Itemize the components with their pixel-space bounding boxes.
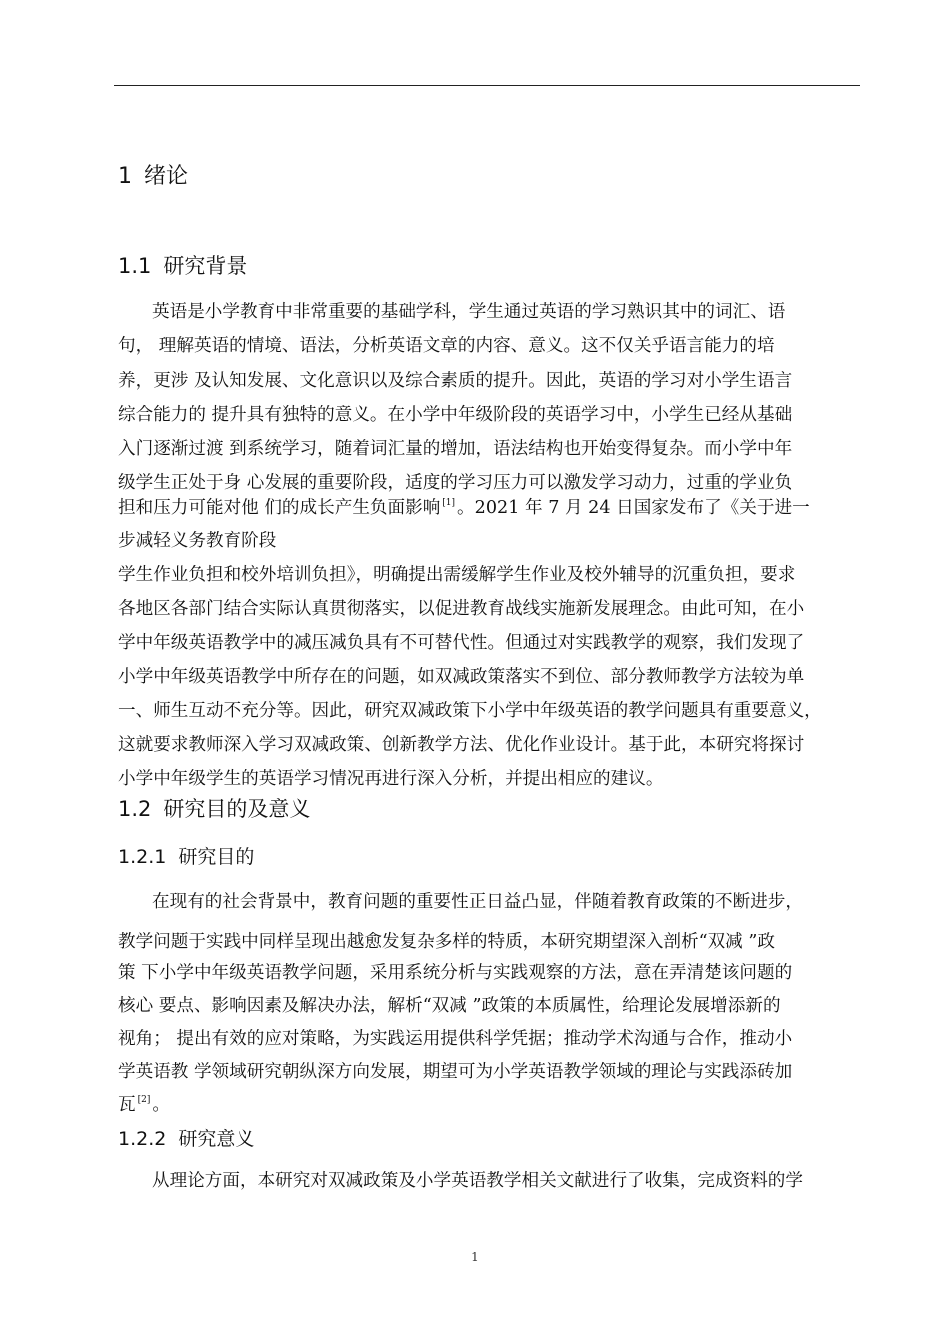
- page-number: 1: [471, 1250, 479, 1264]
- paragraph-line: 各地区各部门结合实际认真贯彻落实，以促进教育战线实施新发展理念。由此可知，在小: [118, 599, 805, 619]
- paragraph-line: 步减轻义务教育阶段: [118, 531, 277, 551]
- paragraph-line: 这就要求教师深入学习双减政策、创新教学方法、优化作业设计。基于此，本研究将探讨: [118, 735, 805, 755]
- section-title: 研究背景: [163, 254, 248, 278]
- subsection-title: 研究目的: [178, 846, 255, 868]
- subsection-title: 研究意义: [178, 1128, 255, 1150]
- paragraph-line: 小学中年级学生的英语学习情况再进行深入分析，并提出相应的建议。: [118, 769, 664, 789]
- citation-ref: [1]: [442, 498, 456, 508]
- citation-ref: [2]: [137, 1095, 151, 1105]
- header-rule: [114, 85, 860, 86]
- subsection-heading-1-2-2: [118, 1130, 254, 1149]
- paragraph-line: 级学生正处于身 心发展的重要阶段，适度的学习压力可以激发学习动力，过重的学业负: [118, 473, 793, 493]
- section-title: 研究目的及意义: [163, 797, 311, 821]
- chapter-number: 1: [118, 164, 132, 189]
- subsection-number: 1.2.1: [118, 846, 167, 868]
- subsection-heading-1-2-1: [118, 848, 254, 867]
- paragraph-text: 。2021 年 7 月 24 日国家发布了《关于进一: [457, 498, 810, 518]
- paragraph-line-with-citation: [118, 499, 810, 518]
- section-heading-1-1: [118, 256, 247, 277]
- section-heading-1-2: [118, 799, 310, 820]
- paragraph-text: 瓦: [118, 1095, 136, 1115]
- section-number: 1.1: [118, 254, 152, 278]
- paragraph-line: 教学问题于实践中同样呈现出越愈发复杂多样的特质，本研究期望深入剖析“双减 ”政: [118, 932, 775, 952]
- paragraph-line-with-citation: [118, 1096, 170, 1115]
- paragraph-line: 从理论方面，本研究对双减政策及小学英语教学相关文献进行了收集，完成资料的学: [152, 1171, 803, 1191]
- paragraph-text: 。: [152, 1095, 170, 1115]
- paragraph-line: 小学中年级英语教学中所存在的问题，如双减政策落实不到位、部分教师教学方法较为单: [118, 667, 805, 687]
- paragraph-line: 学中年级英语教学中的减压减负具有不可替代性。但通过对实践教学的观察，我们发现了: [118, 633, 805, 653]
- paragraph-line: 核心 要点、影响因素及解决办法，解析“双减 ”政策的本质属性，给理论发展增添新的: [118, 996, 781, 1016]
- paragraph-line: 在现有的社会背景中，教育问题的重要性正日益凸显，伴随着教育政策的不断进步，: [152, 892, 803, 912]
- paragraph-line: 策 下小学中年级英语教学问题，采用系统分析与实践观察的方法，意在弄清楚该问题的: [118, 963, 793, 983]
- paragraph-line: 英语是小学教育中非常重要的基础学科，学生通过英语的学习熟识其中的词汇、语: [152, 302, 786, 322]
- paragraph-line: 综合能力的 提升具有独特的意义。在小学中年级阶段的英语学习中，小学生已经从基础: [118, 405, 793, 425]
- paragraph-text: 担和压力可能对他 们的成长产生负面影响: [118, 498, 441, 518]
- paragraph-line: 句， 理解英语的情境、语法，分析英语文章的内容、意义。这不仅关乎语言能力的培: [118, 336, 775, 356]
- chapter-title: 绪论: [144, 164, 189, 189]
- paragraph-line: 养，更涉 及认知发展、文化意识以及综合素质的提升。因此，英语的学习对小学生语言: [118, 371, 793, 391]
- paragraph-line: 学英语教 学领域研究朝纵深方向发展，期望可为小学英语教学领域的理论与实践添砖加: [118, 1062, 793, 1082]
- paragraph-line: 学生作业负担和校外培训负担》，明确提出需缓解学生作业及校外辅导的沉重负担，要求: [118, 565, 796, 585]
- subsection-number: 1.2.2: [118, 1128, 167, 1150]
- section-number: 1.2: [118, 797, 152, 821]
- paragraph-line: 入门逐渐过渡 到系统学习，随着词汇量的增加，语法结构也开始变得复杂。而小学中年: [118, 439, 793, 459]
- paragraph-line: 视角； 提出有效的应对策略，为实践运用提供科学凭据；推动学术沟通与合作，推动小: [118, 1029, 793, 1049]
- paragraph-line: 一、师生互动不充分等。因此，研究双减政策下小学中年级英语的教学问题具有重要意义，: [118, 701, 822, 721]
- chapter-heading: [118, 166, 188, 188]
